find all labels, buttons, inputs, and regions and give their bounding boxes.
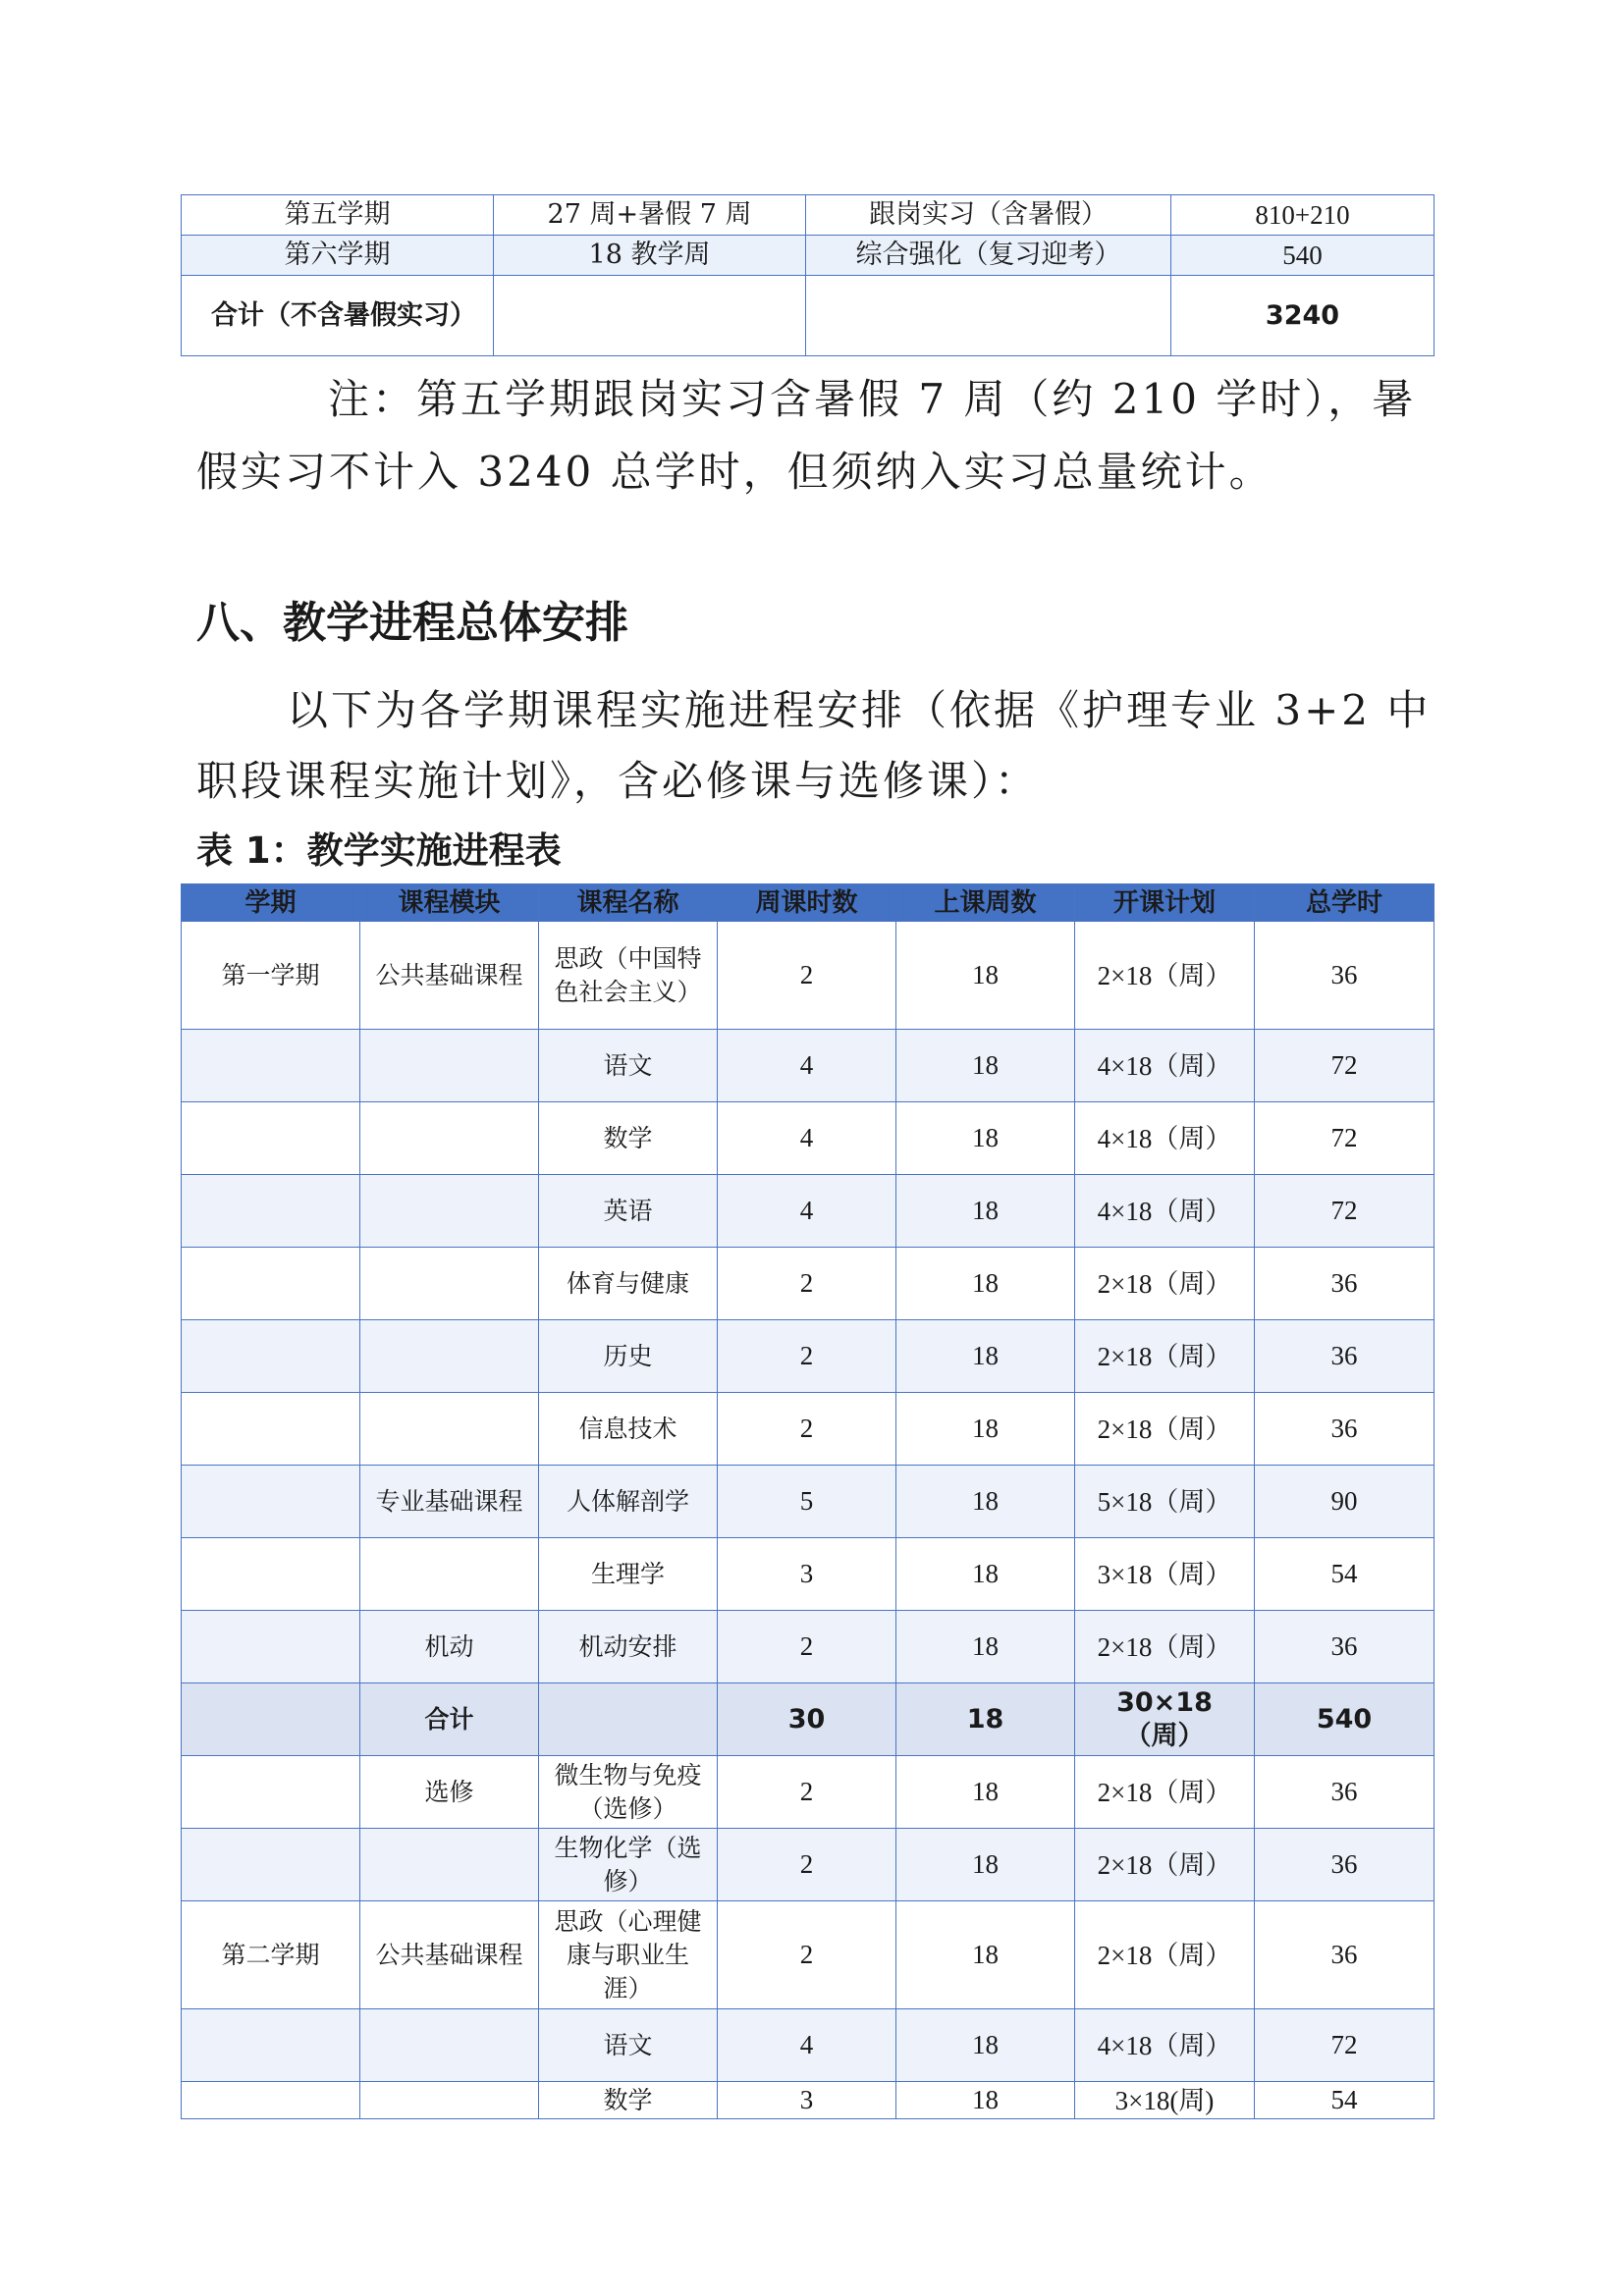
schedule-cell: 2×18（周） xyxy=(1075,1611,1255,1683)
semester-cell xyxy=(182,1175,360,1248)
module-cell xyxy=(360,2009,539,2082)
weeks-cell: 27 周+暑假 7 周 xyxy=(494,195,806,236)
module-cell: 专业基础课程 xyxy=(360,1466,539,1538)
table-row xyxy=(182,1901,1435,2009)
total-hours-cell: 72 xyxy=(1255,1030,1435,1102)
total-row xyxy=(182,276,1435,356)
weeks-cell: 18 xyxy=(896,1175,1075,1248)
schedule-cell: 30×18（周） xyxy=(1075,1683,1255,1756)
schedule-cell: 3×18(周) xyxy=(1075,2082,1255,2119)
weekly-hours-cell: 3 xyxy=(718,1538,896,1611)
weeks-cell: 18 xyxy=(896,1829,1075,1901)
total-hours-cell: 36 xyxy=(1255,1756,1435,1829)
weekly-hours-cell: 3 xyxy=(718,2082,896,2119)
total-hours-cell: 36 xyxy=(1255,1901,1435,2009)
semester-cell xyxy=(182,1320,360,1393)
schedule-cell: 2×18（周） xyxy=(1075,1248,1255,1320)
column-header: 学期 xyxy=(182,884,360,922)
course-name-cell: 微生物与免疫（选修） xyxy=(539,1756,718,1829)
schedule-cell: 4×18（周） xyxy=(1075,1175,1255,1248)
content-cell: 跟岗实习（含暑假） xyxy=(806,195,1171,236)
table-row xyxy=(182,922,1435,1030)
total-hours-cell: 3240 xyxy=(1171,276,1435,356)
semester-cell xyxy=(182,1611,360,1683)
module-cell: 公共基础课程 xyxy=(360,922,539,1030)
weeks-cell: 18 xyxy=(896,1538,1075,1611)
weeks-cell: 18 教学周 xyxy=(494,236,806,276)
course-name-cell: 人体解剖学 xyxy=(539,1466,718,1538)
table-row xyxy=(182,1320,1435,1393)
table-row xyxy=(182,1102,1435,1175)
schedule-cell: 2×18（周） xyxy=(1075,1829,1255,1901)
schedule-cell: 4×18（周） xyxy=(1075,1102,1255,1175)
course-name-cell: 思政（心理健康与职业生涯） xyxy=(539,1901,718,2009)
course-name-cell: 语文 xyxy=(539,2009,718,2082)
column-header: 课程名称 xyxy=(539,884,718,922)
schedule-cell: 4×18（周） xyxy=(1075,1030,1255,1102)
module-cell xyxy=(360,1030,539,1102)
semester-cell xyxy=(182,1030,360,1102)
teaching-progress-table xyxy=(181,883,1435,2119)
weeks-cell: 18 xyxy=(896,2009,1075,2082)
table-row xyxy=(182,2009,1435,2082)
schedule-cell: 2×18（周） xyxy=(1075,922,1255,1030)
note-paragraph: 注：第五学期跟岗实习含暑假 7 周（约 210 学时），暑假实习不计入 3240 总学时，但须纳入实习总量统计。 xyxy=(196,375,1417,496)
course-name-cell: 机动安排 xyxy=(539,1611,718,1683)
semester-cell xyxy=(182,1756,360,1829)
table-row xyxy=(182,2082,1435,2119)
weekly-hours-cell: 2 xyxy=(718,1901,896,2009)
weeks-cell: 18 xyxy=(896,2082,1075,2119)
semester-cell xyxy=(182,1538,360,1611)
course-name-cell: 英语 xyxy=(539,1175,718,1248)
hours-cell: 540 xyxy=(1171,236,1435,276)
total-hours-cell: 36 xyxy=(1255,922,1435,1030)
weeks-cell: 18 xyxy=(896,1248,1075,1320)
total-hours-cell: 36 xyxy=(1255,1248,1435,1320)
table-row xyxy=(182,1538,1435,1611)
total-hours-cell: 36 xyxy=(1255,1320,1435,1393)
weekly-hours-cell: 2 xyxy=(718,1320,896,1393)
semester-cell: 第一学期 xyxy=(182,922,360,1030)
weekly-hours-cell: 2 xyxy=(718,1611,896,1683)
semester-cell xyxy=(182,1248,360,1320)
module-cell: 选修 xyxy=(360,1756,539,1829)
weeks-cell: 18 xyxy=(896,1901,1075,2009)
content-cell xyxy=(806,276,1171,356)
course-name-cell: 数学 xyxy=(539,1102,718,1175)
course-name-cell: 生理学 xyxy=(539,1538,718,1611)
semester-cell: 第五学期 xyxy=(182,195,494,236)
table-row xyxy=(182,1030,1435,1102)
schedule-cell: 2×18（周） xyxy=(1075,1320,1255,1393)
section-heading: 八、教学进程总体安排 xyxy=(196,598,628,648)
module-cell xyxy=(360,2082,539,2119)
total-hours-cell: 36 xyxy=(1255,1611,1435,1683)
weekly-hours-cell: 4 xyxy=(718,1030,896,1102)
module-cell xyxy=(360,1175,539,1248)
schedule-cell: 5×18（周） xyxy=(1075,1466,1255,1538)
module-cell xyxy=(360,1320,539,1393)
module-cell xyxy=(360,1829,539,1901)
table-row xyxy=(182,195,1435,236)
table-row xyxy=(182,1175,1435,1248)
course-name-cell: 语文 xyxy=(539,1030,718,1102)
semester-cell xyxy=(182,1829,360,1901)
weeks-cell: 18 xyxy=(896,1393,1075,1466)
weeks-cell: 18 xyxy=(896,1030,1075,1102)
semester-cell xyxy=(182,1393,360,1466)
weeks-cell: 18 xyxy=(896,1320,1075,1393)
weeks-cell: 18 xyxy=(896,1611,1075,1683)
total-hours-cell: 72 xyxy=(1255,1102,1435,1175)
table-row xyxy=(182,1466,1435,1538)
weekly-hours-cell: 2 xyxy=(718,1393,896,1466)
course-name-cell: 历史 xyxy=(539,1320,718,1393)
semester-cell: 第六学期 xyxy=(182,236,494,276)
table-row xyxy=(182,1393,1435,1466)
weeks-cell xyxy=(494,276,806,356)
schedule-cell: 4×18（周） xyxy=(1075,2009,1255,2082)
module-cell: 公共基础课程 xyxy=(360,1901,539,2009)
intro-paragraph: 以下为各学期课程实施进程安排（依据《护理专业 3+2 中职段课程实施计划》，含必修课与选修课）： xyxy=(196,686,1432,805)
course-name-cell xyxy=(539,1683,718,1756)
course-name-cell: 数学 xyxy=(539,2082,718,2119)
module-cell: 机动 xyxy=(360,1611,539,1683)
weeks-cell: 18 xyxy=(896,1683,1075,1756)
total-label-cell: 合计（不含暑假实习） xyxy=(182,276,494,356)
table-row xyxy=(182,1829,1435,1901)
module-cell xyxy=(360,1538,539,1611)
header-row xyxy=(182,884,1435,922)
content-cell: 综合强化（复习迎考） xyxy=(806,236,1171,276)
semester-cell xyxy=(182,1466,360,1538)
module-cell xyxy=(360,1102,539,1175)
column-header: 总学时 xyxy=(1255,884,1435,922)
schedule-cell: 2×18（周） xyxy=(1075,1756,1255,1829)
course-name-cell: 体育与健康 xyxy=(539,1248,718,1320)
table-caption: 表 1：教学实施进程表 xyxy=(196,829,562,872)
semester-cell xyxy=(182,1102,360,1175)
column-header: 课程模块 xyxy=(360,884,539,922)
total-hours-cell: 54 xyxy=(1255,2082,1435,2119)
subtotal-row xyxy=(182,1683,1435,1756)
table-row xyxy=(182,236,1435,276)
total-hours-cell: 36 xyxy=(1255,1829,1435,1901)
total-hours-cell: 540 xyxy=(1255,1683,1435,1756)
schedule-cell: 2×18（周） xyxy=(1075,1393,1255,1466)
weekly-hours-cell: 2 xyxy=(718,1756,896,1829)
weeks-cell: 18 xyxy=(896,1756,1075,1829)
course-name-cell: 信息技术 xyxy=(539,1393,718,1466)
total-hours-cell: 90 xyxy=(1255,1466,1435,1538)
total-hours-cell: 36 xyxy=(1255,1393,1435,1466)
weekly-hours-cell: 2 xyxy=(718,922,896,1030)
course-name-cell: 生物化学（选修） xyxy=(539,1829,718,1901)
semester-cell xyxy=(182,1683,360,1756)
module-cell: 合计 xyxy=(360,1683,539,1756)
weekly-hours-cell: 4 xyxy=(718,2009,896,2082)
column-header: 开课计划 xyxy=(1075,884,1255,922)
schedule-cell: 3×18（周） xyxy=(1075,1538,1255,1611)
table-row xyxy=(182,1756,1435,1829)
module-cell xyxy=(360,1248,539,1320)
weekly-hours-cell: 5 xyxy=(718,1466,896,1538)
weekly-hours-cell: 2 xyxy=(718,1829,896,1901)
weeks-cell: 18 xyxy=(896,1102,1075,1175)
credit-summary-table xyxy=(181,194,1435,356)
column-header: 上课周数 xyxy=(896,884,1075,922)
weekly-hours-cell: 2 xyxy=(718,1248,896,1320)
table-row xyxy=(182,1611,1435,1683)
weekly-hours-cell: 30 xyxy=(718,1683,896,1756)
table-row xyxy=(182,1248,1435,1320)
module-cell xyxy=(360,1393,539,1466)
total-hours-cell: 72 xyxy=(1255,2009,1435,2082)
hours-cell: 810+210 xyxy=(1171,195,1435,236)
weeks-cell: 18 xyxy=(896,922,1075,1030)
weekly-hours-cell: 4 xyxy=(718,1175,896,1248)
course-name-cell: 思政（中国特色社会主义） xyxy=(539,922,718,1030)
weekly-hours-cell: 4 xyxy=(718,1102,896,1175)
column-header: 周课时数 xyxy=(718,884,896,922)
total-hours-cell: 72 xyxy=(1255,1175,1435,1248)
schedule-cell: 2×18（周） xyxy=(1075,1901,1255,2009)
semester-cell xyxy=(182,2082,360,2119)
total-hours-cell: 54 xyxy=(1255,1538,1435,1611)
weeks-cell: 18 xyxy=(896,1466,1075,1538)
semester-cell xyxy=(182,2009,360,2082)
semester-cell: 第二学期 xyxy=(182,1901,360,2009)
